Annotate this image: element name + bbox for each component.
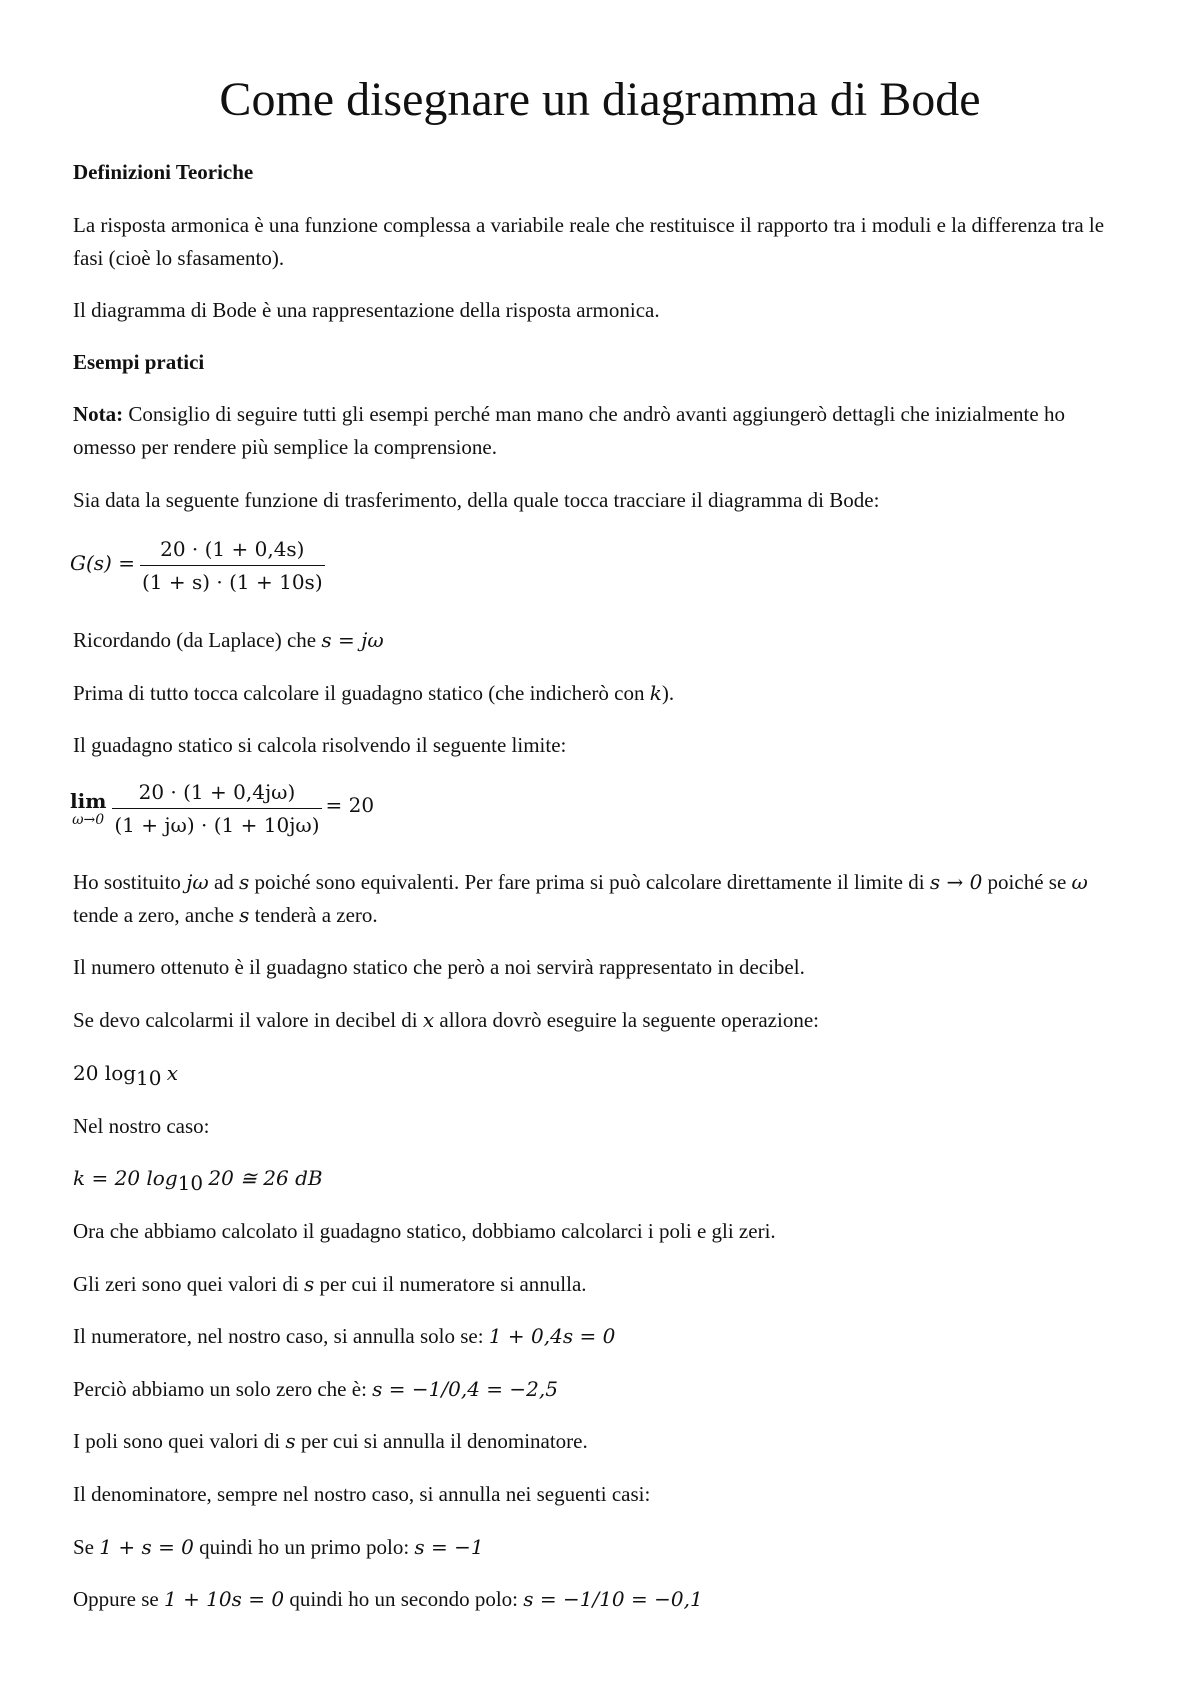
limit-equation (70, 780, 374, 837)
lim-result: = 20 (325, 793, 375, 818)
nota-text: Consiglio di seguire tutti gli esempi perché man mano che andrò avanti aggiungerò dettagli che inizialmente ho omesso per rendere più semplice la comprensione. (73, 402, 1065, 459)
paragraph-sostituzione: Ho sostituito jω ad s poiché sono equivalenti. Per fare prima si può calcolare direttamente il limite di s → 0 poiché se ω tende a zero, anche s tenderà a zero. (73, 870, 1088, 927)
paragraph-zero: Perciò abbiamo un solo zero che è: s = −1/0,4 = −2,5 (73, 1377, 558, 1401)
paragraph-numeratore: Il numeratore, nel nostro caso, si annulla solo se: 1 + 0,4s = 0 (73, 1324, 616, 1348)
paragraph-limite-intro: Il guadagno statico si calcola risolvendo il seguente limite: (73, 733, 567, 757)
paragraph-decibel: Il numero ottenuto è il guadagno statico che però a noi servirà rappresentato in decibel. (73, 955, 805, 979)
math-k: k (649, 681, 662, 705)
paragraph-risposta-armonica: La risposta armonica è una funzione complessa a variabile reale che restituisce il rapporto tra i moduli e la differenza tra le fasi (cioè lo sfasamento). (73, 213, 1105, 270)
g-denominator: (1 + s) · (1 + 10s) (141, 570, 323, 594)
paragraph-poli-zeri: Ora che abbiamo calcolato il guadagno statico, dobbiamo calcolarci i poli e gli zeri. (73, 1219, 776, 1243)
paragraph-secondo-polo: Oppure se 1 + 10s = 0 quindi ho un secondo polo: s = −1/10 = −0,1 (73, 1587, 703, 1611)
paragraph-zeri-def: Gli zeri sono quei valori di s per cui il numeratore si annulla. (73, 1272, 587, 1296)
paragraph-guadagno: Prima di tutto tocca calcolare il guadagno statico (che indicherò con k). (73, 681, 675, 705)
lim-operator: lim ω→0 (70, 788, 107, 828)
paragraph-operazione: Se devo calcolarmi il valore in decibel di x allora dovrò eseguire la seguente operazione: (73, 1008, 819, 1032)
nota-label: Nota: (73, 402, 124, 426)
paragraph-nota (73, 398, 1133, 464)
lim-numerator: 20 · (1 + 0,4jω) (112, 780, 321, 809)
math-s-jw: s = jω (321, 628, 384, 652)
formula-k-db: k = 20 $\log_{10} 20$ ≅ 26 dB (73, 1166, 323, 1196)
lim-fraction (112, 780, 321, 837)
lim-denominator: (1 + jω) · (1 + 10jω) (114, 813, 320, 837)
paragraph-nostro-caso: Nel nostro caso: (73, 1114, 210, 1138)
g-lhs: G(s) = (70, 551, 135, 576)
paragraph-laplace: Ricordando (da Laplace) che s = jω (73, 628, 384, 652)
g-numerator: 20 · (1 + 0,4s) (140, 537, 325, 566)
page-title: Come disegnare un diagramma di Bode (219, 73, 981, 126)
paragraph-poli-def: I poli sono quei valori di s per cui si annulla il denominatore. (73, 1429, 588, 1453)
heading-esempi: Esempi pratici (73, 350, 205, 374)
g-fraction (140, 537, 325, 594)
paragraph-bode-definition: Il diagramma di Bode è una rappresentazione della risposta armonica. (73, 298, 660, 322)
formula-log: 20 $\log_{10} x$ (73, 1061, 179, 1091)
heading-definizioni: Definizioni Teoriche (73, 160, 254, 184)
paragraph-funzione: Sia data la seguente funzione di trasferimento, della quale tocca tracciare il diagramma di Bode: (73, 488, 880, 512)
transfer-function-equation (70, 537, 325, 594)
paragraph-denominatore: Il denominatore, sempre nel nostro caso, si annulla nei seguenti casi: (73, 1482, 651, 1506)
paragraph-primo-polo: Se 1 + s = 0 quindi ho un primo polo: s = −1 (73, 1535, 484, 1559)
